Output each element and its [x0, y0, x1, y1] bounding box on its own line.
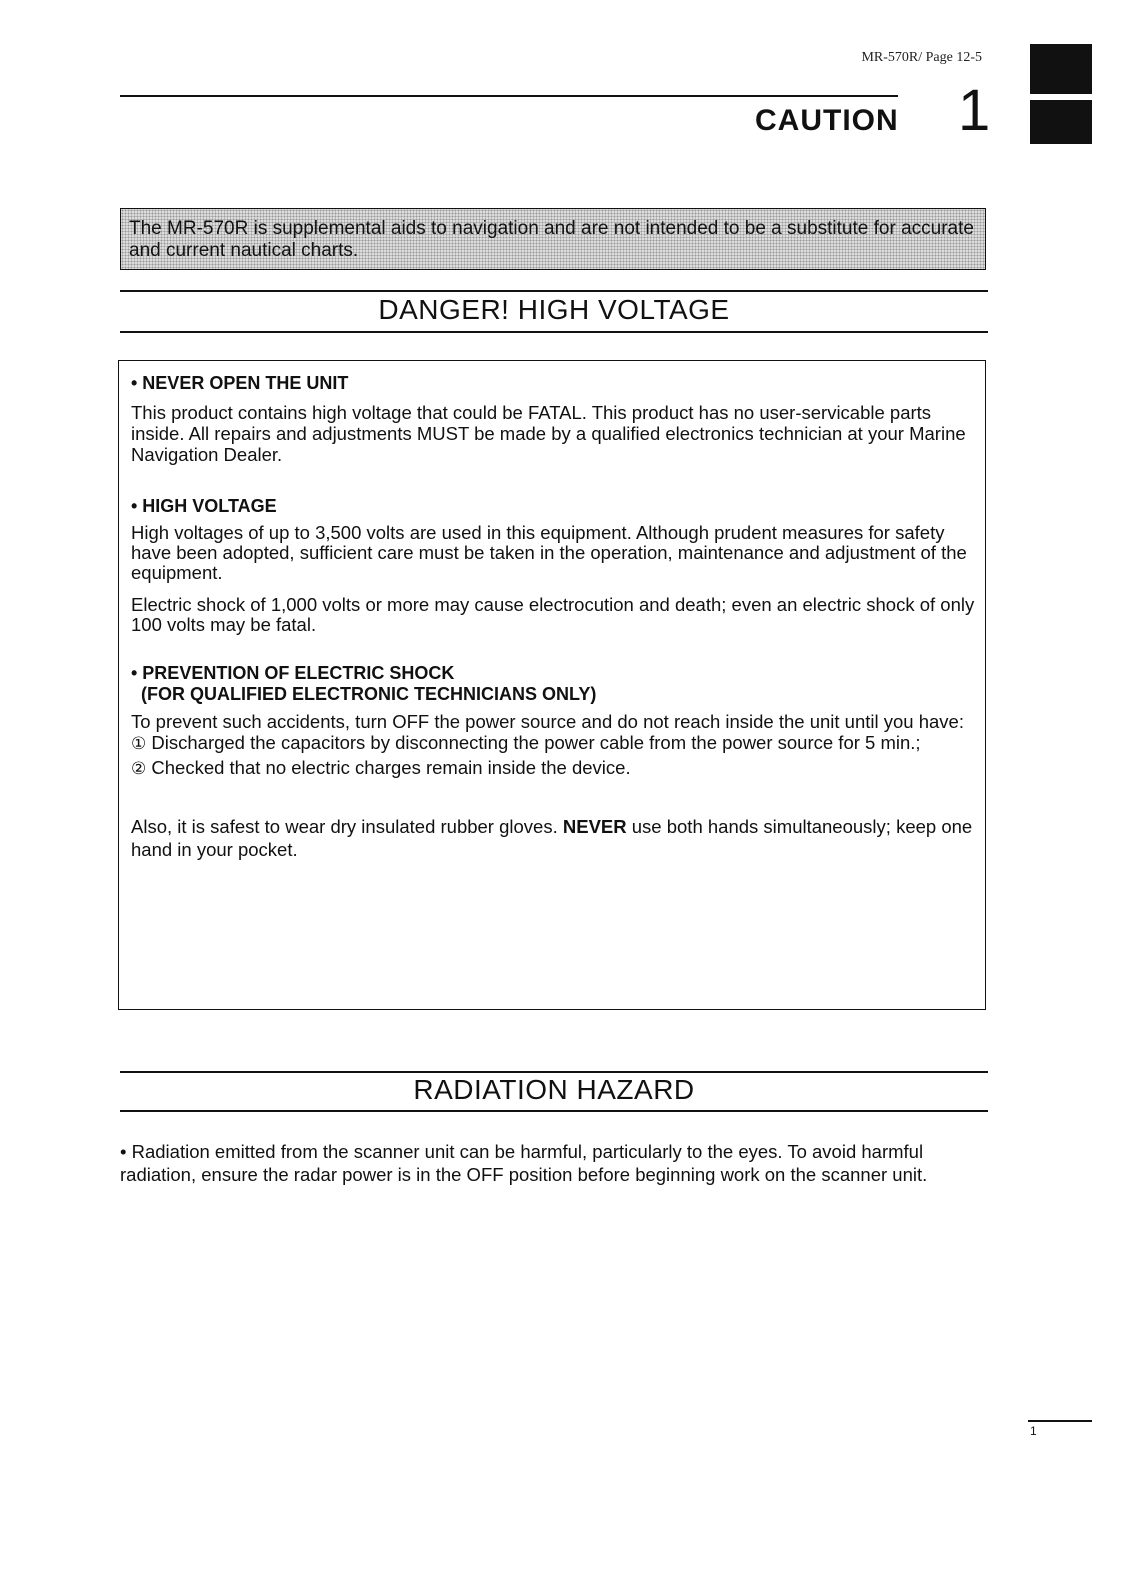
radiation-body: • Radiation emitted from the scanner unit can be harmful, particularly to the eyes. To avoid harmful radiation, ensure the radar power is in the OFF position before beginning work on the scanner unit. — [120, 1141, 928, 1185]
step-1-marker: ① — [131, 734, 147, 754]
radiation-bottom-rule — [120, 1110, 988, 1112]
navigation-note-box — [120, 208, 986, 270]
high-voltage-heading: • HIGH VOLTAGE — [131, 496, 277, 516]
chapter-tab-upper — [1030, 44, 1092, 94]
chapter-number: 1 — [958, 78, 991, 143]
gloves-warning — [131, 815, 975, 861]
high-voltage-body-1: High voltages of up to 3,500 volts are used in this equipment. Although prudent measures for safety have been adopted, sufficient care must be taken in the operation, maintenance and adjustment of the equipment. — [131, 522, 967, 583]
radiation-top-rule — [120, 1071, 988, 1073]
step-2-text: Checked that no electric charges remain inside the device. — [151, 757, 631, 778]
danger-top-rule — [120, 290, 988, 292]
prevention-intro: To prevent such accidents, turn OFF the power source and do not reach inside the unit until you have: — [131, 711, 964, 732]
never-open-heading: • NEVER OPEN THE UNIT — [131, 373, 349, 393]
high-voltage-body-2: Electric shock of 1,000 volts or more may cause electrocution and death; even an electric shock of only 100 volts may be fatal. — [131, 594, 975, 635]
header-rule — [120, 95, 898, 97]
section-title: CAUTION — [755, 104, 899, 137]
prevention-step-2 — [131, 757, 975, 780]
radiation-title: RADIATION HAZARD — [413, 1074, 695, 1105]
danger-bottom-rule — [120, 331, 988, 333]
chapter-tab-lower — [1030, 100, 1092, 144]
gloves-text-end: use both hands simultaneously; keep one hand in your pocket. — [131, 816, 973, 860]
prevention-step-1 — [131, 732, 975, 755]
step-2-marker: ② — [131, 759, 147, 779]
step-1-text: Discharged the capacitors by disconnecting the power cable from the power source for 5 min.; — [151, 732, 921, 753]
danger-box — [118, 360, 986, 1010]
page-number: 1 — [1030, 1424, 1037, 1438]
gloves-never: NEVER — [562, 816, 627, 837]
danger-title: DANGER! HIGH VOLTAGE — [378, 294, 730, 325]
gloves-text-start: Also, it is safest to wear dry insulated rubber gloves. — [131, 816, 558, 837]
navigation-note-text: The MR-570R is supplemental aids to navigation and are not intended to be a substitute for accurate and current nautical charts. — [129, 218, 974, 261]
never-open-body: This product contains high voltage that could be FATAL. This product has no user-servicable parts inside. All repairs and adjustments MUST be made by a qualified electronics technician at your Marine Navigation Dealer. — [131, 402, 966, 465]
footer-rule — [1028, 1420, 1092, 1422]
page-reference: MR-570R/ Page 12-5 — [861, 50, 982, 65]
prevention-subheading: (FOR QUALIFIED ELECTRONIC TECHNICIANS ONLY) — [141, 684, 597, 704]
prevention-heading: • PREVENTION OF ELECTRIC SHOCK — [131, 663, 455, 683]
